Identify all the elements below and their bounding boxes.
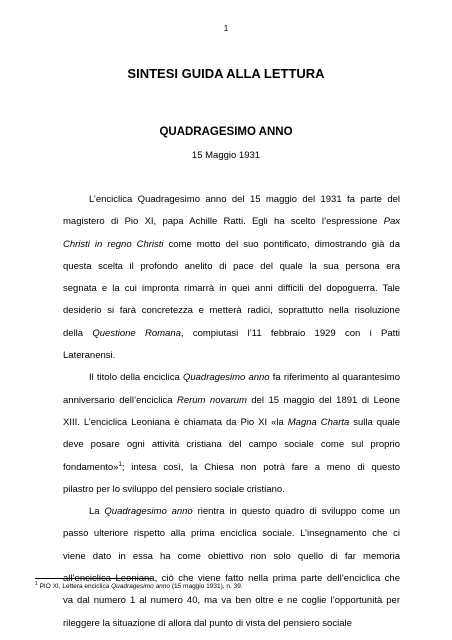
text-line <box>63 234 400 256</box>
text-segment: pilastro per lo sviluppo del pensiero sociale cristiano. <box>63 483 285 495</box>
text-segment: questa scelta il profondo anelito di pace del quale la sua persona era <box>63 260 400 272</box>
text-line <box>63 300 400 322</box>
text-segment: Il titolo della enciclica <box>89 372 183 384</box>
footnote-separator <box>35 578 152 579</box>
italic-text: Rerum novarum <box>176 394 247 406</box>
text-line <box>63 189 400 211</box>
text-segment: come motto del suo pontificato, dimostrando già da <box>163 238 400 250</box>
text-segment: desiderio si farà concretezza e metterà radici, soprattutto nella risoluzione <box>63 305 400 317</box>
text-line <box>63 256 400 278</box>
text-segment: passo ulteriore rispetto alla prima enciclica sociale. L’insegnamento che ci <box>63 528 400 540</box>
italic-text: Pax <box>383 216 400 228</box>
footnote <box>35 580 415 590</box>
text-segment: ; intesa così, la Chiesa non potrà fare a meno di questo <box>121 461 400 473</box>
text-segment: rileggere la situazione di allora dal punto di vista del pensiero sociale <box>63 617 352 629</box>
text-line <box>63 390 400 412</box>
document-title: SINTESI GUIDA ALLA LETTURA <box>127 66 325 81</box>
text-line <box>63 412 400 434</box>
encyclical-title: QUADRAGESIMO ANNO <box>159 126 293 138</box>
page-number: 1 <box>223 24 229 33</box>
italic-text: Quadragesimo anno <box>182 372 270 384</box>
text-line <box>63 211 400 233</box>
text-line <box>63 323 400 345</box>
footnote-reference: 1 <box>118 461 122 468</box>
footnote-italic-title: Quadragesimo anno <box>111 583 171 590</box>
text-segment: XIII. L’enciclica Leoniana è chiamata da Pio XI «la <box>63 416 288 428</box>
text-line <box>63 434 400 456</box>
italic-text: Quadragesimo anno <box>104 506 193 518</box>
text-segment: va dal numero 1 al numero 40, ma va ben oltre e ne coglie l’opportunità per <box>63 595 400 607</box>
text-line <box>63 613 400 635</box>
text-line <box>63 501 400 523</box>
footnote-text-before: PIO XI, Lettera enciclica <box>37 583 112 590</box>
text-line <box>63 590 400 612</box>
text-segment: magistero di Pio XI, papa Achille Ratti. Egli ha scelto l’espressione <box>63 216 384 228</box>
footnote-number: 1 <box>35 580 38 587</box>
body-text <box>63 189 400 635</box>
text-line <box>63 457 400 479</box>
text-segment: , compiutasi l’11 febbraio 1929 con i Patti <box>180 327 400 339</box>
text-segment: viene dato in essa ha come obiettivo non solo quello di far memoria <box>63 550 400 562</box>
paragraph <box>63 189 400 367</box>
italic-text: Questione Romana <box>92 327 181 339</box>
text-line <box>63 546 400 568</box>
text-segment: deve posare ogni attività cristiana del campo sociale come sul proprio <box>63 439 400 451</box>
text-line <box>63 367 400 389</box>
italic-text: Christi in regno Christi <box>63 238 164 250</box>
text-line <box>63 479 400 501</box>
text-segment: anniversario dell’enciclica <box>63 394 177 406</box>
text-segment: La <box>89 506 105 518</box>
text-segment: sulla quale <box>349 416 401 428</box>
italic-text: Magna Charta <box>287 416 350 428</box>
text-segment: fondamento» <box>63 461 119 473</box>
paragraph <box>63 501 400 635</box>
paragraph <box>63 367 400 501</box>
text-segment: del 15 maggio del 1891 di Leone <box>246 394 401 406</box>
encyclical-date: 15 Maggio 1931 <box>191 150 261 161</box>
text-segment: L’enciclica Quadragesimo anno del 15 maggio del 1931 fa parte del <box>89 194 400 205</box>
text-line <box>63 523 400 545</box>
footnote-text-after: (15 maggio 1931), n. 39. <box>170 583 243 590</box>
text-line <box>63 345 400 367</box>
text-segment: fa riferimento al quarantesimo <box>269 372 400 384</box>
text-segment: segnata e la cui impronta rimarrà in quei anni difficili del dopoguerra. Tale <box>63 283 400 295</box>
text-segment: della <box>63 327 93 339</box>
text-segment: rientra in questo quadro di sviluppo come un <box>192 506 400 518</box>
text-line <box>63 278 400 300</box>
text-segment: Lateranensi. <box>63 350 116 362</box>
text-segment: all’enciclica Leoniana, ciò che viene fatto nella prima parte dell’enciclica che <box>63 573 400 585</box>
